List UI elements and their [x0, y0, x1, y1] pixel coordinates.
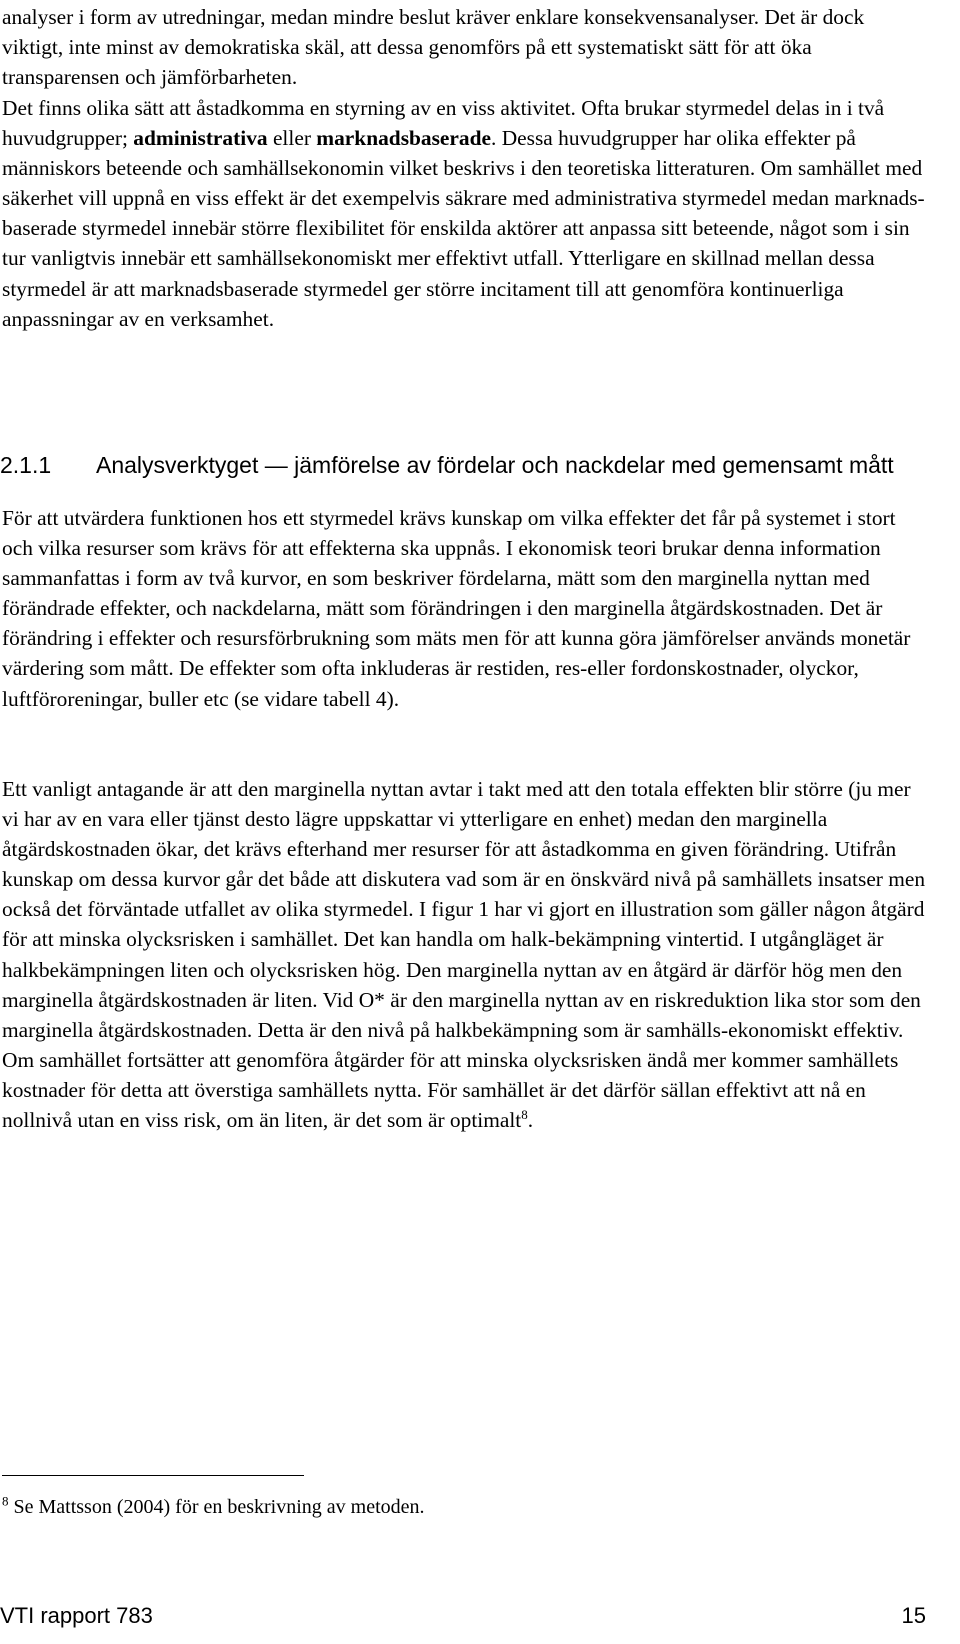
paragraph-text: . Dessa huvudgrupper har olika effekter på människors beteende och samhällsekonomin vilket beskrivs i den teoretiska litteraturen. Om samhället med säkerhet vill uppnå en viss effekt är det exempelvis säkrare med administrativa styrmedel medan marknads-baserade styrmedel innebär större flexibilitet för enskilda aktörer att anpassa sitt beteende, något som i sin tur vanligtvis innebär ett samhällsekonomiskt mer effektivt utfall. Ytterligare en skillnad mellan dessa styrmedel är att marknadsbaserade styrmedel ger större incitament till att genomföra kontinuerliga anpassningar av en verksamhet. — [2, 126, 925, 331]
footnote — [2, 1493, 902, 1521]
footnote-number: 8 — [2, 1493, 9, 1509]
paragraph-end: . — [527, 1108, 534, 1133]
section-number: 2.1.1 — [0, 452, 52, 478]
bold-term-administrativa: administrativa — [133, 126, 268, 151]
paragraph-marginell-nytta — [2, 774, 928, 1135]
page-footer — [0, 1601, 926, 1631]
paragraph-text: eller — [267, 126, 317, 151]
section-title: Analysverktyget — jämförelse av fördelar och nackdelar med gemensamt mått — [96, 452, 894, 478]
paragraph-analysverktyget: För att utvärdera funktionen hos ett styrmedel krävs kunskap om vilka effekter det får på systemet i stort och vilka resurser som krävs för att effekterna ska uppnås. I ekonomisk teori brukar denna information sammanfattas i form av två kurvor, en som beskriver fördelarna, mätt som den marginella nyttan med förändrade effekter, och nackdelarna, mätt som förändringen i den marginella åtgärdskostnaden. Det är förändring i effekter och resursförbrukning som mäts men för att kunna göra jämförelser används monetär värdering som mått. De effekter som ofta inkluderas är restiden, res-eller fordonskostnader, olyckor, luftföroreningar, buller etc (se vidare tabell 4). — [2, 506, 911, 711]
page-number: 15 — [901, 1603, 926, 1628]
paragraph-intro: analyser i form av utredningar, medan mindre beslut kräver enklare konsekvensanalyser. Det är dock viktigt, inte minst av demokratiska skäl, att dessa genomförs på ett systematiskt sätt för att öka transparensen och jämförbarheten. — [2, 5, 865, 90]
paragraph-text: Det finns olika sätt att åstadkomma en styrning av en viss aktivitet. Ofta brukar styrmedel delas in i två huvudgrupper; — [2, 96, 885, 151]
footnote-reference[interactable]: 8 — [521, 1106, 528, 1122]
paragraph-text: Ett vanligt antagande är att den marginella nyttan avtar i takt med att den totala effekten blir större (ju mer vi har av en vara eller tjänst desto lägre uppskattar vi ytterligare en enhet) medan den marginella åtgärdskostnaden ökar, det krävs efterhand mer resurser för att åstadkomma en given förändring. Utifrån kunskap om dessa kurvor går det både att diskutera vad som är en önskvärd nivå på samhällets insatser men också det förväntade utfallet av olika styrmedel. I figur 1 har vi gjort en illustration som gäller någon åtgärd för att minska olycksrisken i samhället. Det kan handla om halk-bekämpning vintertid. I utgångläget är halkbekämpningen liten och olycksrisken hög. Den marginella nyttan av en åtgärd är därför hög men den marginella åtgärdskostnaden är liten. Vid O* är den marginella nyttan av en riskreduktion lika stor som den marginella åtgärdskostnaden. Detta är den nivå på halkbekämpning som är samhälls-ekonomiskt effektiv. Om samhället fortsätter att genomföra åtgärder för att minska olycksrisken ändå mer kommer samhällets kostnader för detta att överstiga samhällets nytta. För samhället är det därför sällan effektivt att nå en nollnivå utan en viss risk, om än liten, är det som är optimalt — [2, 777, 926, 1133]
paragraph-styrmedel — [2, 93, 928, 334]
footnote-text: Se Mattsson (2004) för en beskrivning av metoden. — [8, 1496, 425, 1518]
footnote-separator — [2, 1475, 304, 1476]
report-name: VTI rapport 783 — [0, 1603, 153, 1628]
bold-term-marknadsbaserade: marknadsbaserade — [316, 126, 492, 151]
